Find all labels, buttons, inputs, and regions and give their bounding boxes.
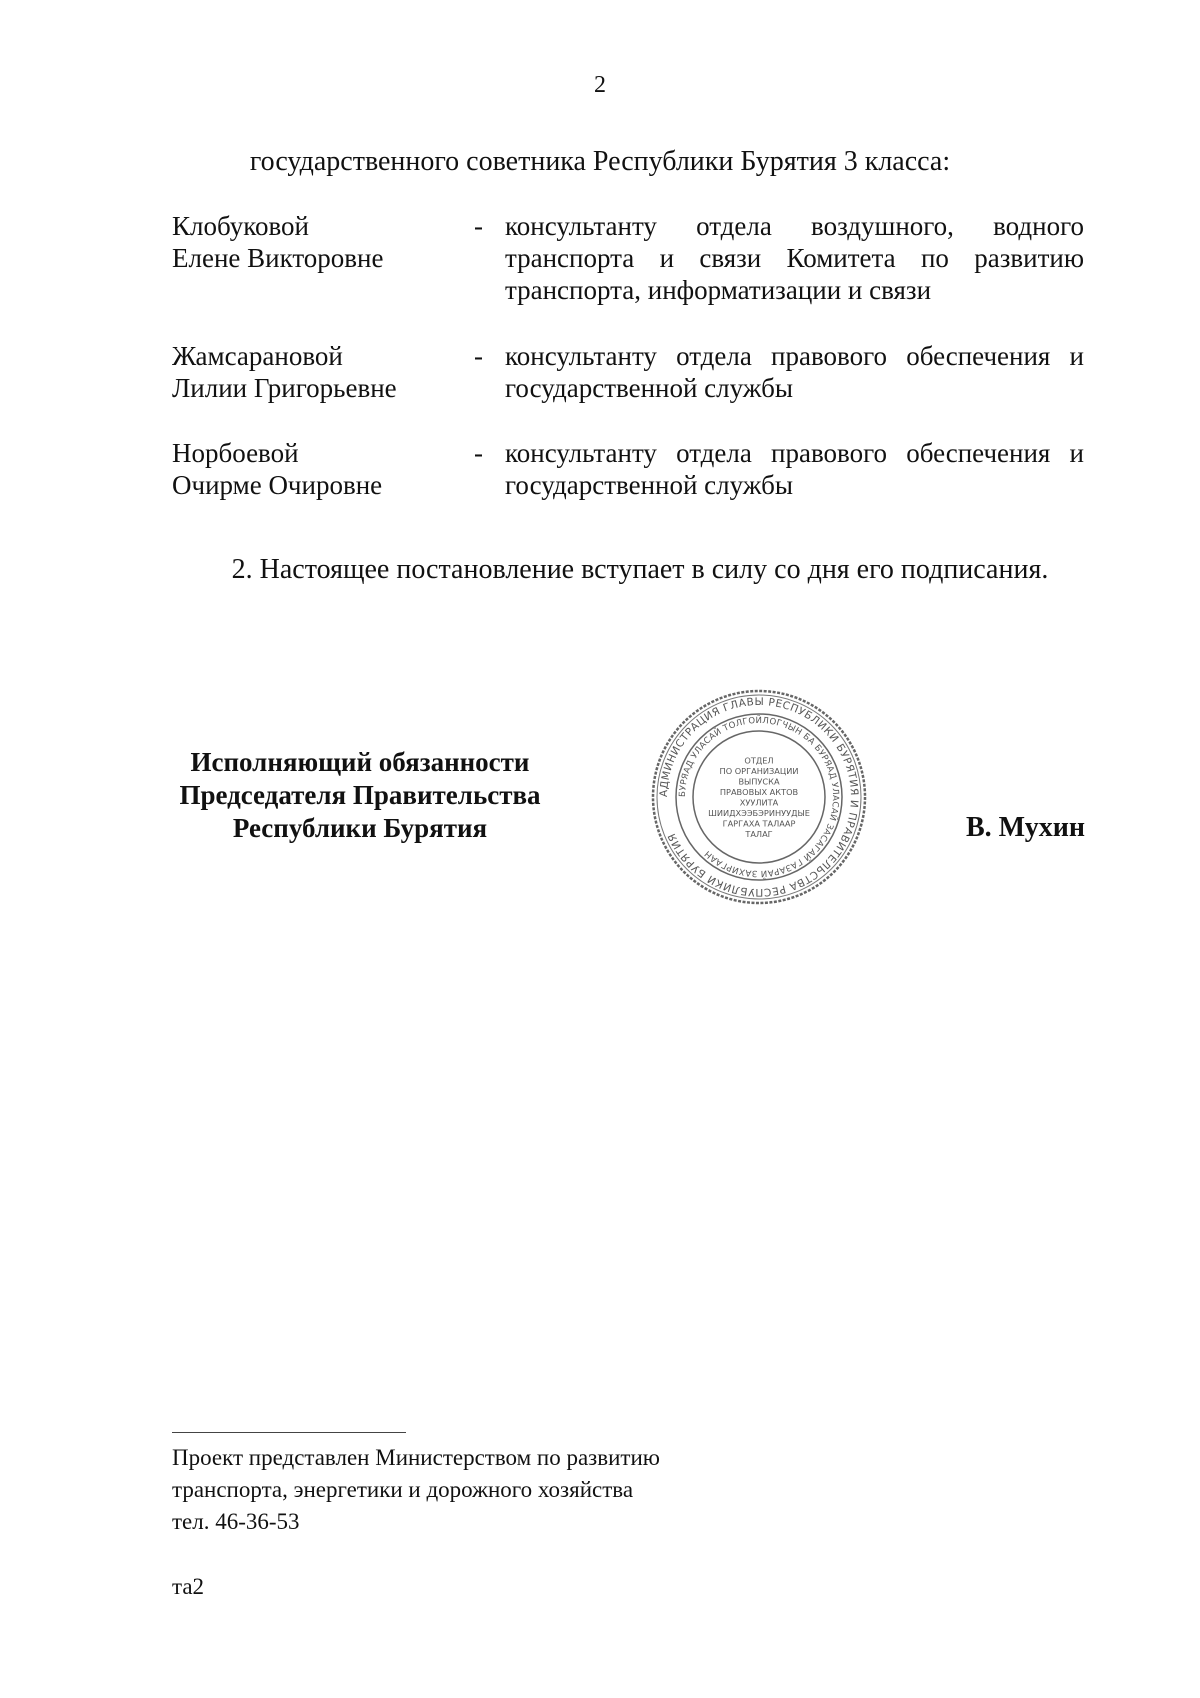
position-line: консультанту отдела правового обеспечения и	[505, 341, 1084, 371]
position-line: консультанту отдела воздушного, водного	[505, 211, 1084, 241]
person-name	[172, 437, 462, 501]
appointment-entry	[172, 340, 1084, 410]
footnote-divider	[172, 1432, 406, 1433]
seal-center-text	[708, 755, 810, 839]
position-line: транспорта и связи Комитета по развитию	[505, 243, 1084, 273]
seal-center-line: ГАРГАХА ТАЛААР	[722, 818, 796, 829]
given-names: Лилии Григорьевне	[172, 373, 397, 403]
signatory-title-line: Исполняющий обязанности	[190, 747, 530, 777]
document-code: та2	[172, 1574, 205, 1599]
seal-inner-text: БУРЯАД УЛАСАЙ ТОЛГОЙЛОГЧЫН БА БУРЯАД УЛАСАЙ ЗАСАГАЙ ГАЗАРАЙ ЗАХИРГААН	[677, 715, 841, 879]
surname: Жамсарановой	[172, 341, 343, 371]
position-line: транспорта, информатизации и связи	[505, 275, 932, 305]
position-line: государственной службы	[505, 470, 793, 500]
seal-center-line: ПО ОРГАНИЗАЦИИ	[719, 765, 799, 776]
footnote	[172, 1442, 872, 1538]
signatory-title	[150, 746, 570, 845]
official-seal	[650, 688, 868, 906]
signatory-title-line: Председателя Правительства	[179, 780, 541, 810]
given-names: Очирме Очировне	[172, 470, 383, 500]
dash-separator: -	[474, 341, 483, 371]
effective-clause: 2. Настоящее постановление вступает в силу со дня его подписания.	[231, 554, 1049, 585]
position-line: государственной службы	[505, 373, 793, 403]
appointment-entry	[172, 437, 1084, 507]
person-name	[172, 340, 462, 404]
position-text	[505, 437, 1084, 501]
dash-separator: -	[474, 438, 483, 468]
footnote-line: Проект представлен Министерством по развитию	[172, 1445, 660, 1470]
person-name	[172, 210, 462, 274]
seal-center-line: ОТДЕЛ	[744, 755, 774, 766]
rank-heading: государственного советника Республики Бурятия 3 класса:	[249, 146, 951, 177]
footnote-line: транспорта, энергетики и дорожного хозяйства	[172, 1477, 634, 1502]
footnote-phone: тел. 46-36-53	[172, 1509, 300, 1534]
seal-center-line: ХУУЛИТА	[739, 797, 779, 808]
seal-graphic	[650, 688, 868, 906]
seal-center-line: ПРАВОВЫХ АКТОВ	[719, 786, 799, 797]
seal-center-line: ТАЛАГ	[745, 828, 773, 839]
seal-center-line: ВЫПУСКА	[738, 776, 780, 787]
given-names: Елене Викторовне	[172, 243, 384, 273]
page-number: 2	[594, 72, 606, 98]
signatory-title-line: Республики Бурятия	[232, 813, 488, 843]
position-text	[505, 210, 1084, 306]
dash-separator: -	[474, 211, 483, 241]
surname: Клобуковой	[172, 211, 309, 241]
seal-outer-text: АДМИНИСТРАЦИЯ ГЛАВЫ РЕСПУБЛИКИ БУРЯТИЯ И ПРАВИТЕЛЬСТВА РЕСПУБЛИКИ БУРЯТИЯ	[657, 695, 861, 899]
position-text	[505, 340, 1084, 404]
position-line: консультанту отдела правового обеспечения и	[505, 438, 1084, 468]
seal-center-line: ШИИДХЭЭБЭРИНУУДЫЕ	[708, 807, 810, 818]
appointment-entry	[172, 210, 1084, 310]
signer-name: В. Мухин	[966, 812, 1085, 843]
surname: Норбоевой	[172, 438, 299, 468]
